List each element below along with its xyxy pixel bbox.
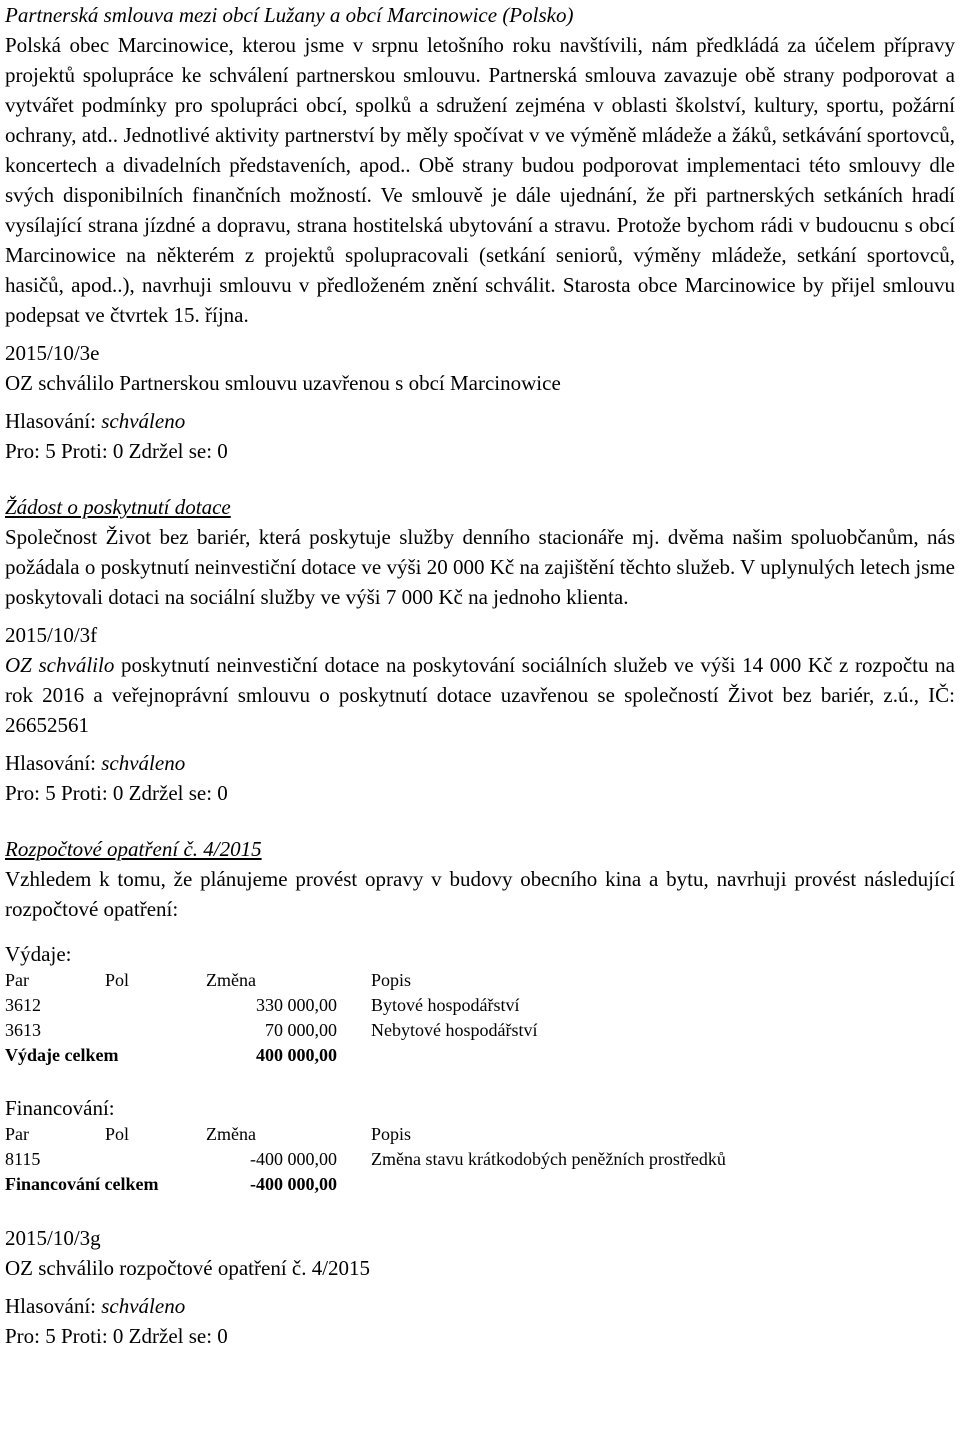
col-header-desc: Popis [371, 1124, 412, 1144]
vote-label: Hlasování: [5, 409, 102, 433]
col-header-change: Změna [206, 1124, 256, 1144]
col-header-par: Par [5, 1124, 29, 1144]
col-header-pol: Pol [105, 1124, 130, 1144]
document-page [5, 0, 955, 1351]
resolution-id: 2015/10/3e [5, 341, 100, 365]
cell-pol [105, 993, 183, 1018]
resolution-id: 2015/10/3f [5, 623, 98, 647]
table-row [5, 1147, 726, 1172]
cell-desc: Změna stavu krátkodobých peněžních prostředků [371, 1149, 726, 1169]
resolution-lead: OZ schválilo [5, 653, 115, 677]
resolution-text: OZ schválilo rozpočtové opatření č. 4/2015 [5, 1256, 371, 1280]
resolution-text: OZ schválilo Partnerskou smlouvu uzavřenou s obcí Marcinowice [5, 371, 561, 395]
cell-pol [105, 1018, 183, 1043]
vote-label: Hlasování: [5, 751, 102, 775]
table-row [5, 1018, 537, 1043]
section-title-subsidy: Žádost o poskytnutí dotace [5, 495, 231, 519]
vote-line [5, 748, 955, 778]
total-amount: 400 000,00 [256, 1045, 337, 1065]
vote-counts: Pro: 5 Proti: 0 Zdržel se: 0 [5, 781, 228, 805]
table-total-row [5, 1172, 726, 1197]
resolution-id: 2015/10/3g [5, 1226, 101, 1250]
total-label: Financování celkem [5, 1174, 159, 1194]
table-total-row [5, 1043, 537, 1068]
cell-desc: Nebytové hospodářství [371, 1020, 538, 1040]
cell-desc: Bytové hospodářství [371, 995, 520, 1015]
vote-result: schváleno [101, 751, 186, 775]
table-header-row [5, 1122, 726, 1147]
section-body-partnership: Polská obec Marcinowice, kterou jsme v srpnu letošního roku navštívili, nám předkládá za účelem přípravy projektů spolupráce ke schválení partnerskou smlouvu. Partnerská smlouva zavazuje obě strany podporovat a vytvářet podmínky pro spolupráci obcí, spolků a sdružení zejména v oblasti školství, kultury, sportu, požární ochrany, atd.. Jednotlivé aktivity partnerství by měly spočívat v ve výměně mládeže a žáků, setkávání sportovců, koncertech a divadelních představeních, apod.. Obě strany budou podporovat implementaci této smlouvy dle svých disponibilních finančních možností. Ve smlouvě je dále ujednání, že při partnerských setkáních hradí vysílající strana jízdné a dopravu, strana hostitelská ubytování a stravu. Protože bychom rádi v budoucnu s obcí Marcinowice na některém z projektů spolupracovali (setkání seniorů, výměny mládeže, setkání sportovců, hasičů, apod..), navrhuji smlouvu v předloženém znění schválit. Starosta obce Marcinowice by přijel smlouvu podepsat ve čtvrtek 15. října. [5, 33, 955, 327]
cell-par: 8115 [5, 1149, 41, 1169]
total-amount: -400 000,00 [250, 1174, 337, 1194]
financing-label: Financování: [5, 1096, 115, 1120]
col-header-desc: Popis [371, 970, 412, 990]
vote-counts: Pro: 5 Proti: 0 Zdržel se: 0 [5, 1324, 228, 1348]
expenses-table [5, 968, 537, 1068]
cell-par: 3612 [5, 995, 41, 1015]
table-row [5, 993, 537, 1018]
vote-result: schváleno [101, 1294, 186, 1318]
expenses-label: Výdaje: [5, 942, 72, 966]
section-title-budget: Rozpočtové opatření č. 4/2015 [5, 837, 262, 861]
financing-table [5, 1122, 726, 1197]
col-header-par: Par [5, 970, 29, 990]
vote-line [5, 406, 955, 436]
section-body-subsidy: Společnost Život bez bariér, která poskytuje služby denního stacionáře mj. dvěma našim spoluobčanům, nás požádala o poskytnutí neinvestiční dotace ve výši 20 000 Kč na zajištění těchto služeb. V uplynulých letech jsme poskytovali dotaci na sociální služby ve výši 7 000 Kč na jednoho klienta. [5, 525, 955, 609]
cell-par: 3613 [5, 1020, 41, 1040]
col-header-change: Změna [206, 970, 256, 990]
total-label: Výdaje celkem [5, 1045, 119, 1065]
resolution-body: poskytnutí neinvestiční dotace na poskytování sociálních služeb ve výši 14 000 Kč z rozpočtu na rok 2016 a veřejnoprávní smlouvu o poskytnutí dotace uzavřenou se společností Život bez bariér, z.ú., IČ: 26652561 [5, 653, 956, 737]
section-title-partnership: Partnerská smlouva mezi obcí Lužany a obcí Marcinowice (Polsko) [5, 3, 574, 27]
vote-line [5, 1291, 955, 1321]
vote-counts: Pro: 5 Proti: 0 Zdržel se: 0 [5, 439, 228, 463]
cell-pol [105, 1147, 183, 1172]
section-body-budget: Vzhledem k tomu, že plánujeme provést opravy v budovy obecního kina a bytu, navrhuji provést následující rozpočtové opatření: [5, 867, 955, 921]
resolution-text [5, 650, 955, 740]
vote-result: schváleno [101, 409, 186, 433]
table-header-row [5, 968, 537, 993]
vote-label: Hlasování: [5, 1294, 102, 1318]
cell-amount: 70 000,00 [265, 1020, 337, 1040]
col-header-pol: Pol [105, 970, 130, 990]
cell-amount: -400 000,00 [250, 1149, 337, 1169]
cell-amount: 330 000,00 [256, 995, 337, 1015]
